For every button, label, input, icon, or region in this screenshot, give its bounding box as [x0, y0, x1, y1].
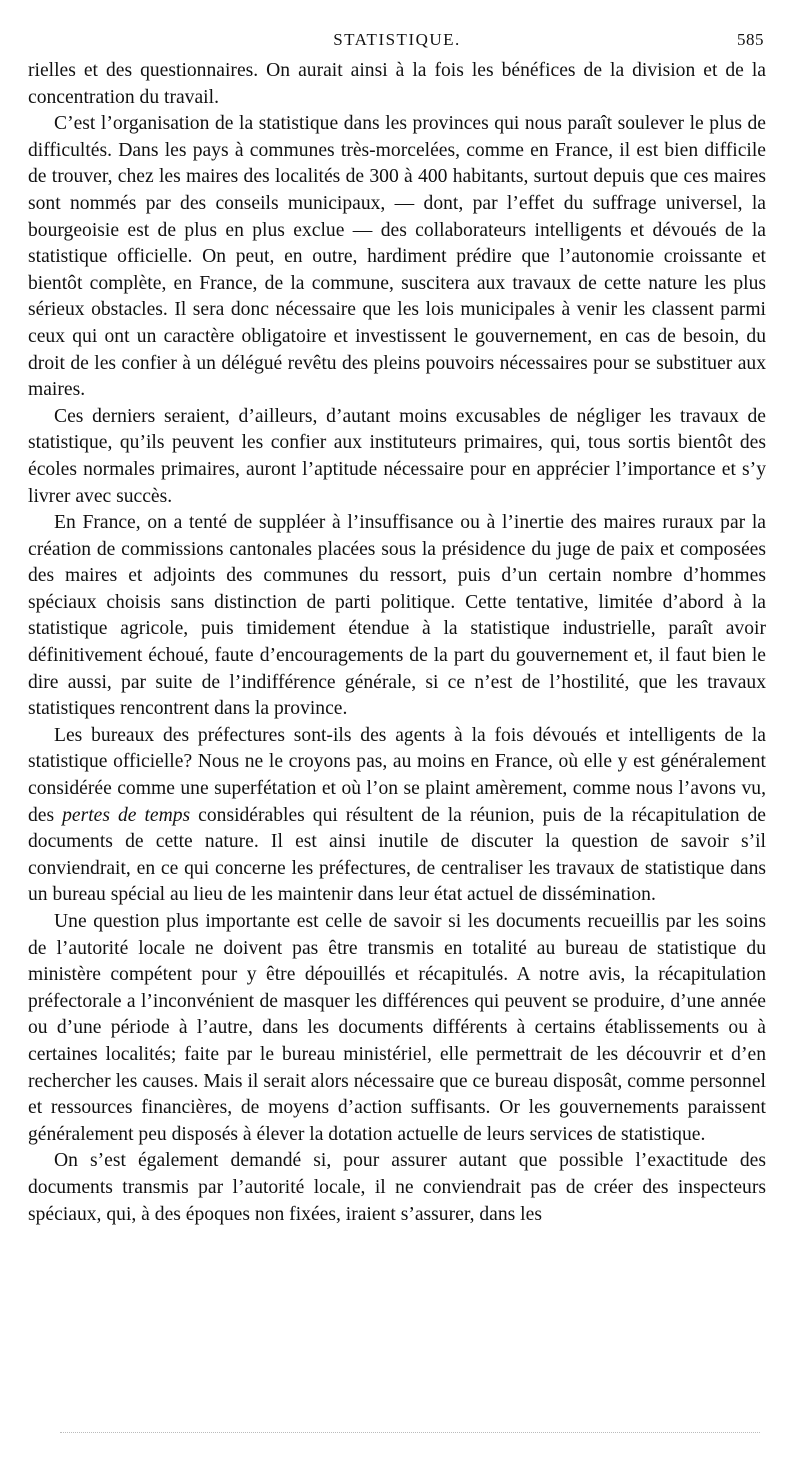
paragraph: Une question plus importante est celle de savoir si les documents recueillis par les soins de l’autorité locale ne doivent pas être transmis en totalité au bureau de statistique du ministère compétent pour y être dépouillés et récapitulés. A notre avis, la récapitulation préfectorale a l’inconvénient de masquer les différences qui peuvent se produire, d’une année ou d’une période à l’autre, dans les documents différents à certains établissements ou à certaines localités; faite par le bureau ministériel, elle permettrait de les découvrir et d’en rechercher les causes. Mais il serait alors nécessaire que ce bureau disposât, comme personnel et ressources financières, de moyens d’action suffisants. Or les gouvernements paraissent généralement peu disposés à élever la dotation actuelle de leurs services de statistique.	[28, 911, 766, 1145]
paragraph: En France, on a tenté de suppléer à l’insuffisance ou à l’inertie des maires ruraux par la création de commissions cantonales placées sous la présidence du juge de paix et composées des maires et adjoints des communes du ressort, puis d’un certain nombre d’hommes spéciaux choisis sans distinction de parti politique. Cette tentative, limitée d’abord à la statistique agricole, puis timidement étendue à la statistique industrielle, paraît avoir définitivement échoué, faute d’encouragements de la part du gouvernement et, il faut bien le dire aussi, par suite de l’indifférence générale, si ce n’est de l’hostilité, que les travaux statistiques rencontrent dans la province.	[28, 512, 766, 720]
body-text	[28, 58, 766, 1228]
paragraph-text: considérables qui résultent de la réunion, puis de la récapitulation de documents de cette nature. Il est ainsi inutile de discuter la question de savoir s’il conviendrait, en ce qui concerne les préfectures, de centraliser les travaux de statistique dans un bureau spécial au lieu de les maintenir dans leur état actuel de dissémination.	[28, 804, 766, 906]
page-bottom-rule	[60, 1432, 760, 1433]
page-number: 585	[737, 30, 764, 49]
paragraph-text: Les bureaux des préfectures sont-ils des agents à la fois dévoués et intelligents de la statistique officielle? Nous ne le croyons pas, au moins en France, où elle y est généralement considérée comme une superfétation et où l’on se plaint amèrement, comme nous l’avons vu, des	[28, 724, 766, 826]
paragraph: Ces derniers seraient, d’ailleurs, d’autant moins excusables de négliger les travaux de statistique, qu’ils peuvent les confier aux instituteurs primaires, qui, tous sortis bientôt des écoles normales primaires, auront l’aptitude nécessaire pour en apprécier l’importance et s’y livrer avec succès.	[28, 405, 766, 507]
paragraph-continued: rielles et des questionnaires. On aurait ainsi à la fois les bénéfices de la division et de la concentration du travail.	[28, 60, 766, 108]
paragraph: C’est l’organisation de la statistique dans les provinces qui nous paraît soulever le plus de difficultés. Dans les pays à communes très-morcelées, comme en France, il est bien difficile de trouver, chez les maires des localités de 300 à 400 habitants, surtout depuis que ces maires sont nommés par des conseils municipaux, — dont, par l’effet du suffrage universel, la bourgeoisie est de plus en plus exclue — des collaborateurs intelligents et dévoués de la statistique officielle. On peut, en outre, hardiment prédire que l’autonomie croissante et bientôt complète, en France, de la commune, suscitera aux travaux de cette nature les plus sérieux obstacles. Il sera donc nécessaire que les lois municipales à venir les classent parmi ceux qui ont un caractère obligatoire et investissent le gouvernement, en cas de besoin, du droit de les confier à un délégué revêtu des pleins pouvoirs nécessaires pour se substituer aux maires.	[28, 113, 766, 401]
emphasized-phrase: pertes de temps	[62, 804, 191, 826]
running-title: STATISTIQUE.	[333, 30, 461, 49]
paragraph-truncated: On s’est également demandé si, pour assurer autant que possible l’exactitude des documents transmis par l’autorité locale, il ne conviendrait pas de créer des inspecteurs spéciaux, qui, à des époques non fixées, iraient s’assurer, dans les	[28, 1150, 766, 1225]
paragraph	[28, 723, 766, 909]
page-header	[28, 24, 766, 58]
book-page	[28, 24, 766, 1228]
